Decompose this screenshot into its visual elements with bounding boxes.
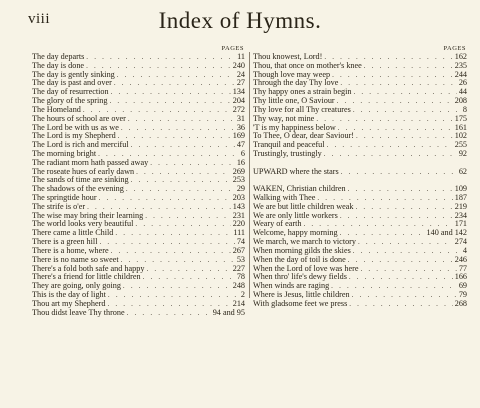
dot-leader bbox=[135, 220, 230, 229]
right-entry-list-w bbox=[253, 185, 467, 308]
index-entry bbox=[253, 150, 467, 159]
page-ref: 187 bbox=[454, 193, 467, 202]
dot-leader bbox=[115, 229, 231, 238]
hymn-title: We are but little children weak bbox=[253, 201, 354, 211]
page-ref: 208 bbox=[454, 96, 467, 106]
dot-leader bbox=[131, 141, 235, 150]
page-ref: 27 bbox=[236, 78, 245, 88]
hymn-title: When morning gilds the skies bbox=[253, 245, 351, 255]
page-ref: 169 bbox=[232, 131, 245, 141]
hymn-title: Welcome, happy morning bbox=[253, 228, 338, 238]
dot-leader bbox=[117, 71, 235, 80]
page-ref: 143 bbox=[232, 201, 245, 211]
hymn-title: There is a home, where bbox=[32, 245, 109, 255]
dot-leader bbox=[352, 291, 457, 300]
page-ref: 235 bbox=[454, 60, 467, 70]
dot-leader bbox=[123, 282, 231, 291]
dot-leader bbox=[150, 159, 235, 168]
page-ref: 16 bbox=[236, 157, 245, 167]
page-ref: 244 bbox=[454, 69, 467, 79]
right-entry-list-u bbox=[253, 168, 467, 177]
page-ref: 162 bbox=[454, 52, 467, 61]
page-ref: 78 bbox=[236, 272, 245, 282]
page-ref: 248 bbox=[232, 281, 245, 291]
hymn-title: When the day of toil is done bbox=[253, 254, 346, 264]
hymn-title: The wise may bring their learning bbox=[32, 210, 144, 220]
hymn-title: The day is gently sinking bbox=[32, 69, 115, 79]
hymn-title: 'T is my happiness below bbox=[253, 122, 336, 132]
hymn-title: We are only little workers bbox=[253, 210, 338, 220]
hymn-title: The world looks very beautiful bbox=[32, 219, 134, 229]
dot-leader bbox=[128, 115, 235, 124]
dot-leader bbox=[341, 168, 457, 177]
dot-leader bbox=[356, 132, 453, 141]
hymn-title: Tranquil and peaceful bbox=[253, 140, 325, 150]
hymn-title: The strife is o'er bbox=[32, 201, 86, 211]
hymn-title: They are going, only going bbox=[32, 281, 121, 291]
dot-leader bbox=[353, 247, 461, 256]
page-ref: 268 bbox=[454, 298, 467, 308]
hymn-title: The day of resurrection bbox=[32, 87, 109, 97]
hymn-title: When winds are raging bbox=[253, 281, 330, 291]
dot-leader bbox=[356, 203, 453, 212]
hymn-title: The day is done bbox=[32, 60, 85, 70]
page-ref: 175 bbox=[454, 113, 467, 123]
hymn-title: The day is past and over bbox=[32, 78, 112, 88]
pages-heading: PAGES bbox=[221, 45, 244, 52]
pages-heading: PAGES bbox=[443, 45, 466, 52]
hymn-title: When thro' life's dewy fields bbox=[253, 272, 347, 282]
dot-leader bbox=[337, 97, 453, 106]
hymn-title: We march, we march to victory bbox=[253, 237, 357, 247]
dot-leader bbox=[338, 124, 453, 133]
hymn-title: The hours of school are over bbox=[32, 113, 126, 123]
dot-leader bbox=[340, 212, 453, 221]
hymn-title: There's a fold both safe and happy bbox=[32, 263, 145, 273]
right-index-column bbox=[253, 44, 467, 309]
hymn-title: The day departs bbox=[32, 52, 85, 61]
page-ref: 274 bbox=[454, 237, 467, 247]
dot-leader bbox=[349, 273, 453, 282]
page-ref: 203 bbox=[232, 193, 245, 202]
dot-leader bbox=[348, 256, 453, 265]
hymn-title: Thy happy ones a strain begin bbox=[253, 87, 352, 97]
page-ref: 26 bbox=[458, 78, 467, 88]
hymn-title: There is a green hill bbox=[32, 237, 98, 247]
page-ref: 240 bbox=[232, 60, 245, 70]
hymn-title: Though love may weep bbox=[253, 69, 331, 79]
page-ref: 47 bbox=[236, 140, 245, 150]
hymn-title: The sands of time are sinking bbox=[32, 175, 129, 185]
page-ref: 92 bbox=[458, 148, 467, 158]
dot-leader bbox=[324, 150, 457, 159]
page-ref: 29 bbox=[236, 184, 245, 194]
dot-leader bbox=[99, 238, 234, 247]
dot-leader bbox=[348, 185, 453, 194]
page-ref: 272 bbox=[232, 104, 245, 114]
page-ref: 36 bbox=[236, 122, 245, 132]
dot-leader bbox=[126, 185, 235, 194]
dot-leader bbox=[143, 273, 235, 282]
right-entry-list-t bbox=[253, 53, 467, 159]
page-ref: 79 bbox=[458, 289, 467, 299]
hymn-title: Where is Jesus, little children bbox=[253, 289, 350, 299]
hymn-title: Thou didst leave Thy throne bbox=[32, 307, 125, 317]
page-ref: 74 bbox=[236, 237, 245, 247]
hymn-title: To Thee, O dear, dear Saviour! bbox=[253, 131, 355, 141]
page-ref: 204 bbox=[232, 96, 245, 106]
hymn-title: This is the day of light bbox=[32, 289, 106, 299]
page-ref: 269 bbox=[232, 166, 245, 176]
page-ref: 11 bbox=[237, 52, 245, 61]
index-entry bbox=[253, 168, 467, 177]
hymn-title: The glory of the spring bbox=[32, 96, 108, 106]
page-ref: 246 bbox=[454, 254, 467, 264]
page-ref: 62 bbox=[458, 166, 467, 176]
hymn-title: There's a friend for little children bbox=[32, 272, 141, 282]
page-ref: 44 bbox=[458, 87, 467, 97]
left-index-column bbox=[32, 44, 245, 317]
dot-leader bbox=[99, 194, 231, 203]
page-ref: 8 bbox=[462, 104, 467, 114]
hymn-title: When the Lord of love was here bbox=[253, 263, 359, 273]
hymn-title: Thy love for all Thy creatures bbox=[253, 104, 351, 114]
dot-leader bbox=[114, 79, 235, 88]
hymn-title: Walking with Thee bbox=[253, 193, 316, 202]
dot-leader bbox=[332, 71, 453, 80]
dot-leader bbox=[108, 291, 239, 300]
dot-leader bbox=[86, 53, 235, 62]
page-ref: 2 bbox=[240, 289, 245, 299]
dot-leader bbox=[146, 265, 230, 274]
dot-leader bbox=[121, 124, 235, 133]
page-ref: 94 and 95 bbox=[212, 307, 245, 317]
hymn-title: UPWARD where the stars bbox=[253, 166, 339, 176]
hymn-title: The morning bright bbox=[32, 148, 97, 158]
page-ref: 255 bbox=[454, 140, 467, 150]
dot-leader bbox=[316, 115, 452, 124]
dot-leader bbox=[353, 106, 461, 115]
page-ref: 134 bbox=[232, 87, 245, 97]
hymn-title: There came a little Child bbox=[32, 228, 114, 238]
page-ref: 111 bbox=[233, 228, 245, 238]
hymn-title: WAKEN, Christian children bbox=[253, 184, 346, 194]
page-ref: 109 bbox=[454, 184, 467, 194]
page-ref: 166 bbox=[454, 272, 467, 282]
page-ref: 77 bbox=[458, 263, 467, 273]
dot-leader bbox=[111, 247, 231, 256]
hymn-title: The springtide hour bbox=[32, 193, 97, 202]
page-ref: 31 bbox=[236, 113, 245, 123]
page-ref: 69 bbox=[458, 281, 467, 291]
hymn-title: Weary of earth bbox=[253, 219, 302, 229]
page-number: viii bbox=[28, 11, 51, 27]
page-ref: 6 bbox=[240, 148, 245, 158]
hymn-title: Thy way, not mine bbox=[253, 113, 315, 123]
page-ref: 161 bbox=[454, 122, 467, 132]
dot-leader bbox=[361, 265, 457, 274]
page-ref: 102 bbox=[454, 131, 467, 141]
page-ref: 24 bbox=[236, 69, 245, 79]
dot-leader bbox=[327, 141, 453, 150]
left-entry-list bbox=[32, 53, 245, 317]
hymn-title: Thou, that once on mother's knee bbox=[253, 60, 362, 70]
dot-leader bbox=[111, 88, 231, 97]
dot-leader bbox=[136, 168, 231, 177]
hymn-title: Through the day Thy love bbox=[253, 78, 339, 88]
dot-leader bbox=[349, 300, 452, 309]
hymn-title: With gladsome feet we press bbox=[253, 298, 348, 308]
page-ref: 171 bbox=[454, 219, 467, 229]
dot-leader bbox=[127, 309, 211, 318]
hymn-title: The Lord is rich and merciful bbox=[32, 140, 129, 150]
dot-leader bbox=[131, 176, 231, 185]
column-divider bbox=[249, 52, 250, 298]
dot-leader bbox=[110, 97, 231, 106]
page-ref: 234 bbox=[454, 210, 467, 220]
page-ref: 220 bbox=[232, 219, 245, 229]
hymn-title: The shadows of the evening bbox=[32, 184, 124, 194]
hymn-title: Thou knowest, Lord! bbox=[253, 52, 323, 61]
page-ref: 253 bbox=[232, 175, 245, 185]
dot-leader bbox=[331, 282, 457, 291]
dot-leader bbox=[364, 62, 453, 71]
page-ref: 231 bbox=[232, 210, 245, 220]
page-ref: 219 bbox=[454, 201, 467, 211]
dot-leader bbox=[145, 212, 231, 221]
hymn-title: Thy little one, O Saviour bbox=[253, 96, 335, 106]
index-entry bbox=[253, 300, 467, 309]
page-ref: 4 bbox=[462, 245, 467, 255]
hymn-title: The Lord be with us as we bbox=[32, 122, 119, 132]
page-title: Index of Hymns. bbox=[158, 8, 322, 33]
page-ref: 227 bbox=[232, 263, 245, 273]
page-ref: 53 bbox=[236, 254, 245, 264]
index-entry bbox=[32, 309, 245, 318]
hymn-title: Thou art my Shepherd bbox=[32, 298, 106, 308]
hymn-title: There is no name so sweet bbox=[32, 254, 119, 264]
dot-leader bbox=[118, 132, 231, 141]
dot-leader bbox=[340, 79, 456, 88]
hymn-title: The roseate hues of early dawn bbox=[32, 166, 135, 176]
hymn-title: The Homeland bbox=[32, 104, 81, 114]
dot-leader bbox=[353, 88, 456, 97]
hymn-title: The Lord is my Shepherd bbox=[32, 131, 116, 141]
page-ref: 140 and 142 bbox=[426, 228, 467, 238]
page-ref: 267 bbox=[232, 245, 245, 255]
dot-leader bbox=[358, 238, 453, 247]
hymn-title: The radiant morn hath passed away bbox=[32, 157, 149, 167]
page-ref: 214 bbox=[232, 298, 245, 308]
hymn-title: Trustingly, trustingly bbox=[253, 148, 322, 158]
